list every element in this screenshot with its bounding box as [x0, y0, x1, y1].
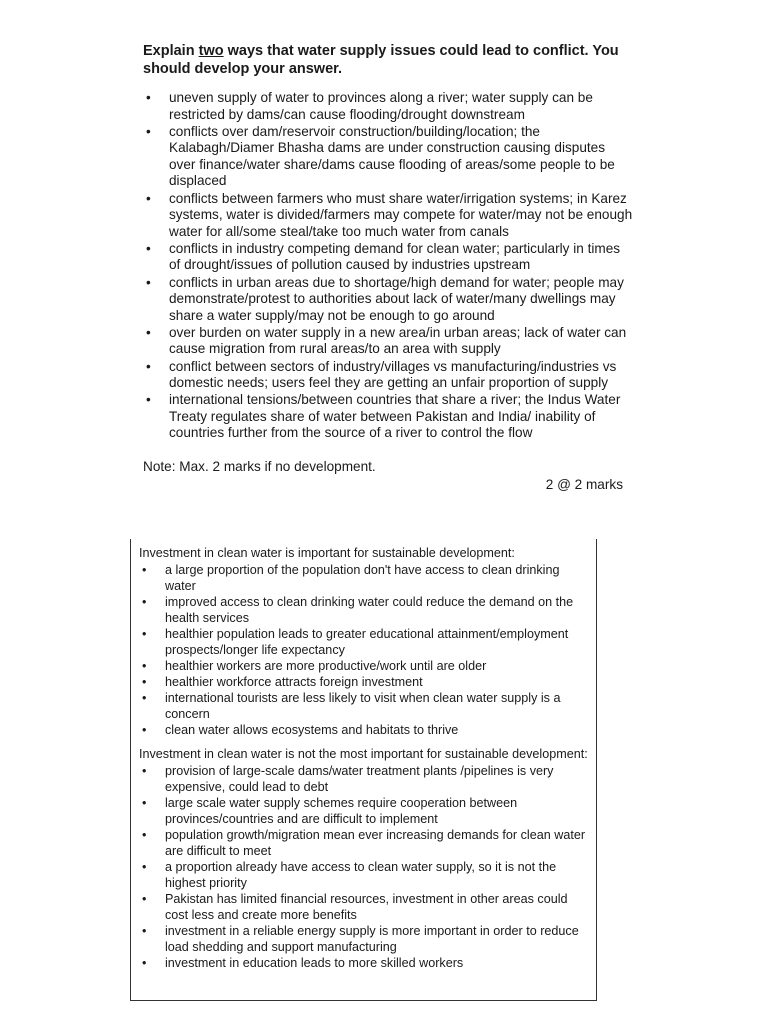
question-title: [143, 42, 633, 78]
list-item: • international tensions/between countries that share a river; the Indus Water Treaty regulates share of water between Pakistan and India/ inability of countries further from the source of a river to control the flow: [143, 392, 633, 442]
list-item: • conflicts over dam/reservoir construction/building/location; the Kalabagh/Diamer Bhasha dams are under construction causing disputes over finance/water share/dams cause flooding of areas/some people to be displaced: [143, 124, 633, 190]
important-bullet-list: [139, 562, 588, 738]
conflict-bullet-list: [143, 90, 633, 442]
list-item: • provision of large-scale dams/water treatment plants /pipelines is very expensive, could lead to debt: [139, 763, 588, 795]
list-item: • population growth/migration mean ever increasing demands for clean water are difficult to meet: [139, 827, 588, 859]
list-item: • international tourists are less likely to visit when clean water supply is a concern: [139, 690, 588, 722]
question-section: [143, 42, 633, 493]
list-item: • healthier population leads to greater educational attainment/employment prospects/longer life expectancy: [139, 626, 588, 658]
marking-note: Note: Max. 2 marks if no development.: [143, 458, 376, 474]
list-item: • a proportion already have access to clean water supply, so it is not the highest priority: [139, 859, 588, 891]
clean-water-answer-box: [130, 539, 597, 1001]
marks-allocation: 2 @ 2 marks: [545, 476, 623, 492]
list-item: • healthier workforce attracts foreign investment: [139, 674, 588, 690]
list-item: • investment in education leads to more skilled workers: [139, 955, 588, 971]
list-item: • large scale water supply schemes require cooperation between provinces/countries and are difficult to implement: [139, 795, 588, 827]
list-item: • uneven supply of water to provinces along a river; water supply can be restricted by dams/can cause flooding/drought downstream: [143, 90, 633, 123]
list-item: • investment in a reliable energy supply is more important in order to reduce load shedding and support manufacturing: [139, 923, 588, 955]
list-item: • a large proportion of the population don't have access to clean drinking water: [139, 562, 588, 594]
list-item: • over burden on water supply in a new area/in urban areas; lack of water can cause migration from rural areas/to an area with supply: [143, 325, 633, 358]
list-item: • conflicts in industry competing demand for clean water; particularly in times of drought/issues of pollution caused by industries upstream: [143, 241, 633, 274]
list-item: • conflicts in urban areas due to shortage/high demand for water; people may demonstrate/protest to authorities about lack of water/many dwellings may share a water supply/may not be enough to go around: [143, 275, 633, 325]
list-item: • clean water allows ecosystems and habitats to thrive: [139, 722, 588, 738]
list-item: • healthier workers are more productive/work until are older: [139, 658, 588, 674]
list-item: • conflicts between farmers who must share water/irrigation systems; in Karez systems, water is divided/farmers may compete for water/may not be enough water for all/some steal/take too much water from canals: [143, 191, 633, 241]
not-important-bullet-list: [139, 763, 588, 971]
section-heading-not-important: Investment in clean water is not the most important for sustainable development:: [139, 747, 588, 761]
section-heading-important: Investment in clean water is important for sustainable development:: [139, 546, 515, 560]
question-title-emphasis: two: [198, 43, 224, 59]
question-title-post: ways that water supply issues could lead to conflict. You should develop your answer.: [143, 43, 619, 77]
question-title-pre: Explain: [143, 43, 199, 59]
list-item: • conflict between sectors of industry/villages vs manufacturing/industries vs domestic needs; users feel they are getting an unfair proportion of supply: [143, 359, 633, 392]
list-item: • Pakistan has limited financial resources, investment in other areas could cost less and create more benefits: [139, 891, 588, 923]
list-item: • improved access to clean drinking water could reduce the demand on the health services: [139, 594, 588, 626]
